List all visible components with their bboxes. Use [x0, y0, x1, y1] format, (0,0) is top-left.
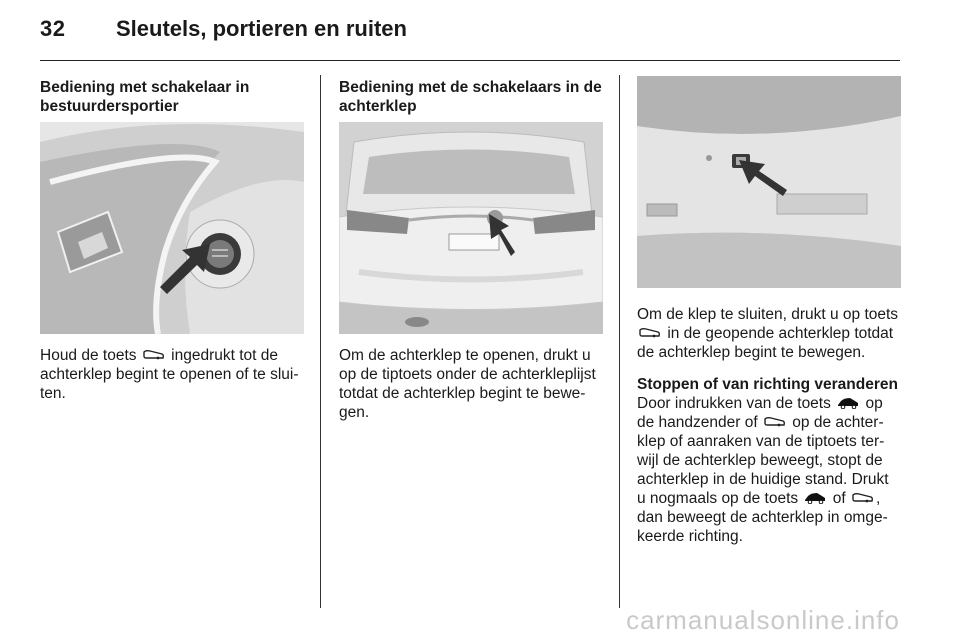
column1-heading: Bediening met schakelaar in bestuurdersportier [40, 79, 250, 115]
column3-p2-part3: op de achter-klep of aanraken van de tiptoets ter-wijl de achterklep beweegt, stopt de achterklep in de huidige stand. Drukt u nogmaals op de toets [637, 414, 889, 507]
column3-paragraph-1 [637, 305, 901, 362]
column3-p1-after-icon: in de geopende achterklep totdat de achterklep begint te bewegen. [637, 325, 894, 361]
column2-paragraph: Om de achterklep te openen, drukt u op de tiptoets onder de achterkleplijst totdat de achterklep begint te bewe-gen. [339, 347, 596, 421]
door-switch-illustration [40, 122, 304, 334]
column1-paragraph [40, 346, 304, 403]
column2-heading: Bediening met de schakelaars in de achterklep [339, 79, 602, 115]
tailgate-icon [851, 492, 875, 504]
page-title: Sleutels, portieren en ruiten [116, 16, 407, 41]
tailgate-icon [638, 327, 662, 339]
column3-p2-part1: Door indrukken van de toets [637, 395, 831, 412]
tailgate-icon [763, 416, 787, 428]
column3-paragraph-2 [637, 394, 901, 546]
column3-p2-part5: , dan beweegt de achterklep in omge-keerde richting. [637, 490, 888, 545]
column-divider [320, 75, 321, 608]
car-remote-icon [803, 492, 827, 504]
watermark: carmanualsonline.info [626, 605, 900, 635]
header-rule [40, 60, 900, 61]
car-remote-icon [836, 397, 860, 409]
tailgate-rear-illustration [339, 122, 603, 334]
column3-heading: Stoppen of van richting veranderen [637, 376, 898, 393]
column3-p2-part4: of [832, 490, 846, 507]
page-number: 32 [40, 16, 66, 41]
column3-p1-before-icon: Om de klep te sluiten, drukt u op toets [637, 306, 899, 323]
column1-text-before-icon: Houd de toets [40, 347, 137, 364]
column1-text-after-icon: ingedrukt tot de achterklep begint te openen of te slui-ten. [40, 347, 299, 402]
tailgate-icon [142, 349, 166, 361]
column3-p2-part2: op de handzender of [637, 395, 883, 431]
open-tailgate-switch-illustration [637, 76, 901, 288]
column-divider [619, 75, 620, 608]
